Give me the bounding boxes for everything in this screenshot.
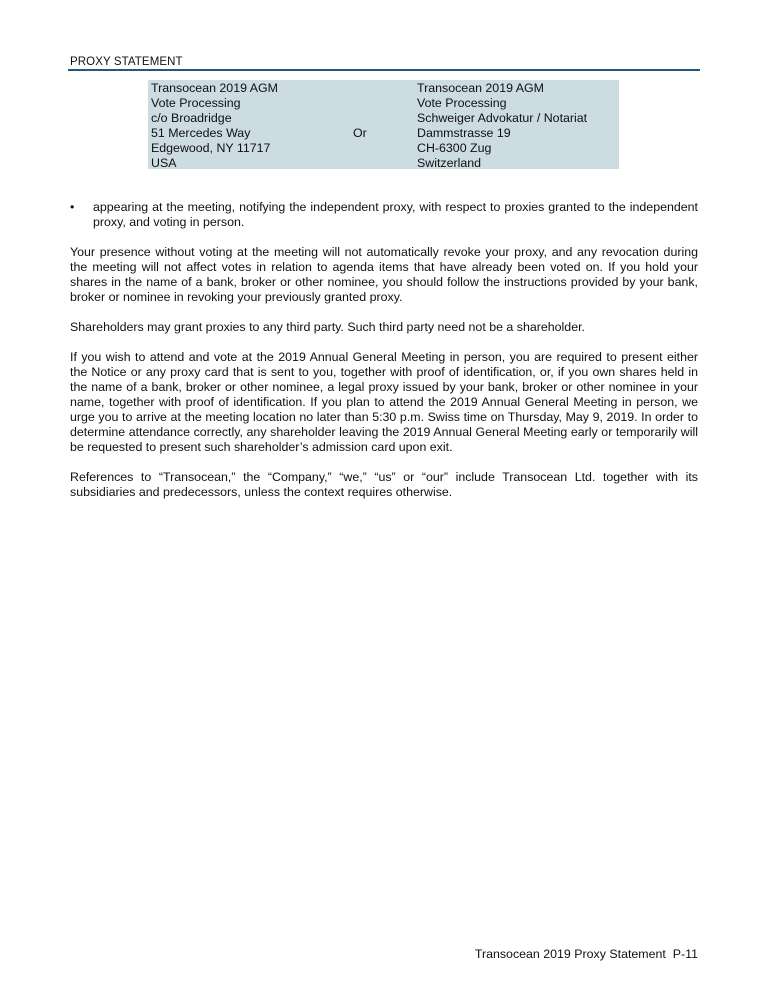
paragraph: References to “Transocean,” the “Company,” “we,” “us” or “our” include Transocean Ltd. together with its subsidiaries and predecessors, unless the context requires otherwise. [70,470,698,499]
address-line: c/o Broadridge [151,111,232,125]
address-box [148,80,619,169]
address-line: 51 Mercedes Way [151,126,251,140]
paragraph: If you wish to attend and vote at the 2019 Annual General Meeting in person, you are required to present either the Notice or any proxy card that is sent to you, together with proof of identification, or, if you own shares held in the name of a bank, broker or other nominee, a legal proxy issued by your bank, broker or other nominee in your name, together with proof of identification. If you plan to attend the 2019 Annual General Meeting in person, we urge you to arrive at the meeting location no later than 5:30 p.m. Swiss time on Thursday, May 9, 2019. In order to determine attendance correctly, any shareholder leaving the 2019 Annual General Meeting early or temporarily will be requested to present such shareholder’s admission card upon exit. [70,350,698,454]
address-line: Transocean 2019 AGM [417,81,544,95]
address-line: CH-6300 Zug [417,141,492,155]
bullet-icon: • [70,200,75,214]
address-line: Edgewood, NY 11717 [151,141,271,155]
bullet-text: appearing at the meeting, notifying the independent proxy, with respect to proxies granted to the independent proxy, and voting in person. [93,200,698,229]
bullet-item [70,200,698,230]
address-line: Vote Processing [151,96,241,110]
address-broadridge [151,81,278,171]
address-line: Switzerland [417,156,482,170]
page-footer: Transocean 2019 Proxy Statement P-11 [474,947,698,961]
running-header: PROXY STATEMENT [70,56,183,68]
address-switzerland [417,81,587,171]
or-separator: Or [353,126,367,140]
address-line: USA [151,156,177,170]
paragraph: Shareholders may grant proxies to any third party. Such third party need not be a shareholder. [70,320,585,334]
address-line: Dammstrasse 19 [417,126,511,140]
address-line: Transocean 2019 AGM [151,81,278,95]
address-line: Schweiger Advokatur / Notariat [417,111,588,125]
header-rule [68,69,700,71]
address-line: Vote Processing [417,96,507,110]
paragraph: Your presence without voting at the meeting will not automatically revoke your proxy, and any revocation during the meeting will not affect votes in relation to agenda items that have already been voted on. If you hold your shares in the name of a bank, broker or other nominee, you should follow the instructions provided by your bank, broker or nominee in revoking your previously granted proxy. [70,245,698,304]
body-text [70,200,698,515]
